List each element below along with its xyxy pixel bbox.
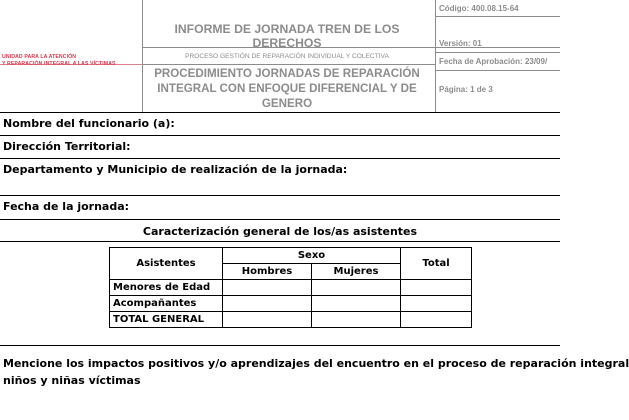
date-label: Fecha de la jornada: xyxy=(3,200,130,213)
header-line-version xyxy=(435,52,560,53)
rule-location xyxy=(0,195,560,196)
col-sex: Sexo xyxy=(223,248,401,264)
row-label-minors: Menores de Edad xyxy=(110,280,223,296)
col-men: Hombres xyxy=(223,264,312,280)
cell-minors-men[interactable] xyxy=(223,280,312,296)
report-title: INFORME DE JORNADA TREN DE LOS DERECHOS xyxy=(174,22,400,50)
procedure-title-line1: PROCEDIMIENTO JORNADAS DE REPARACIÓN xyxy=(154,67,420,80)
logo-text-line1: UNIDAD PARA LA ATENCIÓN xyxy=(2,54,77,60)
cell-companions-women[interactable] xyxy=(312,296,401,312)
cell-total-total[interactable] xyxy=(401,312,472,328)
table-row xyxy=(110,296,472,312)
col-women: Mujeres xyxy=(312,264,401,280)
official-name-label: Nombre del funcionario (a): xyxy=(3,117,175,130)
rule-official xyxy=(0,135,560,136)
cell-total-men[interactable] xyxy=(223,312,312,328)
rule-date xyxy=(0,219,560,220)
cell-minors-women[interactable] xyxy=(312,280,401,296)
territorial-label: Dirección Territorial: xyxy=(3,140,131,153)
location-label: Departamento y Municipio de realización de la jornada: xyxy=(3,163,348,176)
rule-characterization xyxy=(0,241,560,242)
cell-companions-men[interactable] xyxy=(223,296,312,312)
rule-table-bottom xyxy=(0,345,560,346)
characterization-title: Caracterización general de los/as asistentes xyxy=(142,225,418,238)
cell-companions-total[interactable] xyxy=(401,296,472,312)
procedure-title-line3: GENERO xyxy=(261,97,313,110)
process-name: PROCESO GESTIÓN DE REPARACIÓN INDIVIDUAL Y COLECTIVA xyxy=(185,53,389,60)
row-label-companions: Acompañantes xyxy=(110,296,223,312)
impact-question-line2: niños y niñas víctimas xyxy=(3,374,141,387)
col-attendees: Asistentes xyxy=(110,248,223,280)
attendees-table xyxy=(109,247,472,328)
header-line-process xyxy=(142,64,436,65)
row-label-total: TOTAL GENERAL xyxy=(110,312,223,328)
table-row xyxy=(110,280,472,296)
cell-minors-total[interactable] xyxy=(401,280,472,296)
logo xyxy=(2,54,142,68)
rule-top xyxy=(0,112,560,113)
header-line-code xyxy=(435,16,560,17)
rule-territorial xyxy=(0,158,560,159)
table-row xyxy=(110,312,472,328)
impact-question-line1: Mencione los impactos positivos y/o aprendizajes del encuentro en el proceso de reparación integral xyxy=(3,357,629,370)
procedure-title-line2: INTEGRAL CON ENFOQUE DIFERENCIAL Y DE xyxy=(157,82,417,95)
impact-question xyxy=(3,355,629,389)
logo-text-line2: Y REPARACIÓN INTEGRAL A LAS VÍCTIMAS xyxy=(2,61,116,67)
header-line-approval xyxy=(435,70,560,71)
approval-date: Fecha de Aprobación: 23/09/ xyxy=(439,57,548,66)
page-number: Página: 1 de 3 xyxy=(439,85,493,94)
document-version: Versión: 01 xyxy=(439,39,482,48)
document-code: Código: 400.08.15-64 xyxy=(439,4,519,13)
procedure-title xyxy=(143,66,431,111)
col-total: Total xyxy=(401,248,472,280)
cell-total-women[interactable] xyxy=(312,312,401,328)
